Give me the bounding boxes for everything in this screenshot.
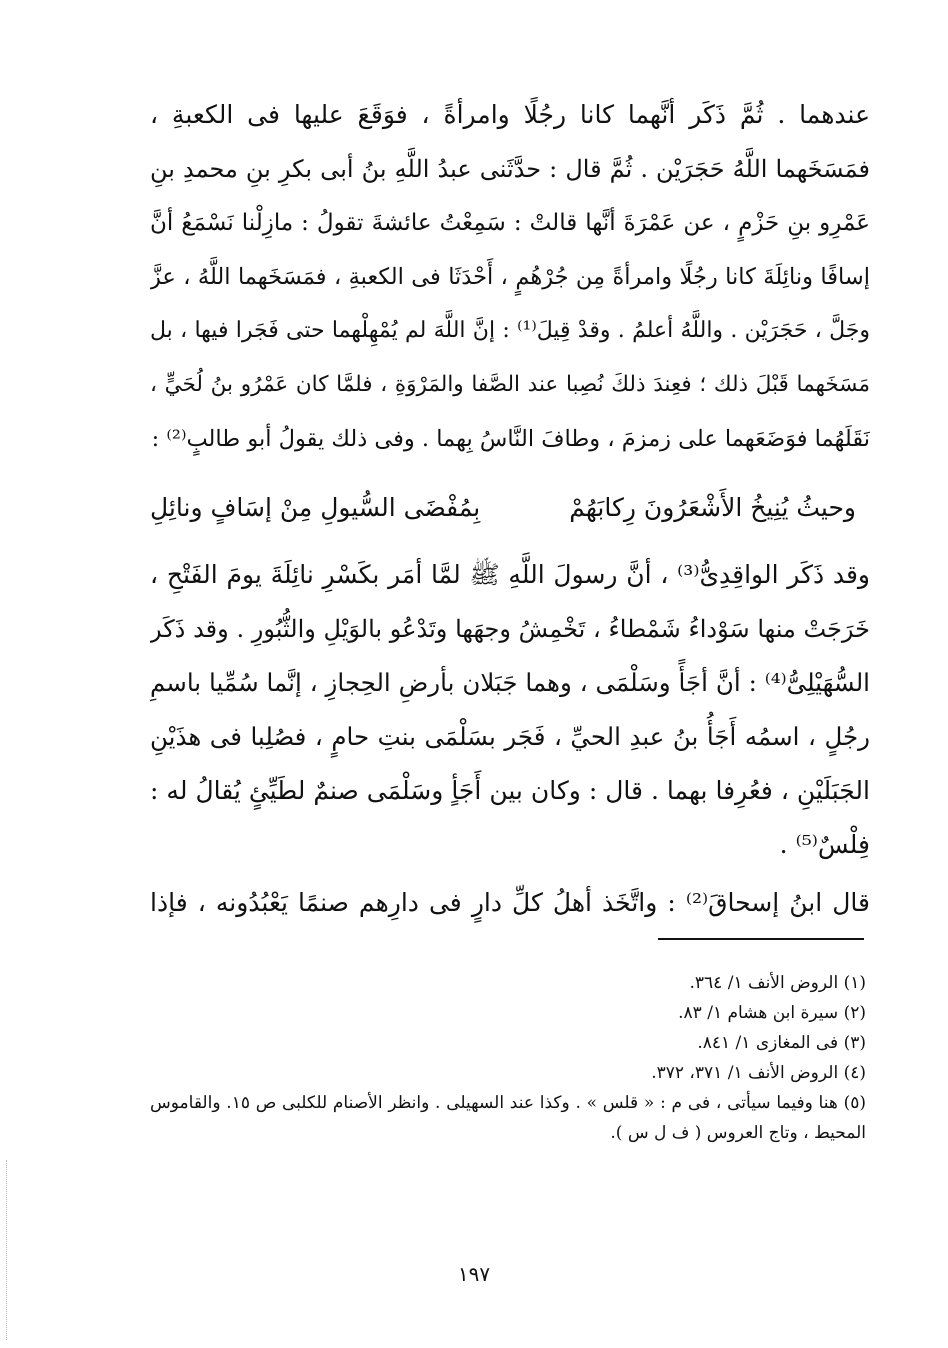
text-line: إسافًا ونائِلَةَ كانا رجُلًا وامرأةً مِن جُرْهُمٍ ، أَحْدَثَا فى الكعبةِ ، فمَسَخَهما اللَّهُ ، عزَّ [150,264,870,290]
paragraph-2 [150,548,870,872]
text-line: خَرَجَتْ منها سَوْداءُ شَمْطاءُ ، تَخْمِشُ وجهَها وتَدْعُو بالوَيْلِ والثُّبُورِ . وقد ذَكَر [150,615,870,643]
footnote: (٥) هنا وفيما سيأتى ، فى م : « قلس » . وكذا عند السهيلى . وانظر الأصنام للكلبى ص ١٥. والقاموس [150,1093,866,1113]
text-line: قال ابنُ إسحاقَ⁽²⁾ : واتَّخَذ أهلُ كلِّ دارٍ فى دارِهم صنمًا يَعْبُدُونه ، فإذا [150,888,870,917]
footnote-separator [658,938,864,940]
footnote-continuation: المحيط ، وتاج العروس ( ف ل س ). [610,1123,866,1143]
text-line: رجُلٍ ، اسمُه أَجَأُ بنُ عبدِ الحيِّ ، فَجَر بسَلْمَى بنتِ حامٍ ، فصُلِبا فى هذَيْنِ [150,722,870,751]
paragraph-3 [150,876,870,930]
text-line: فمَسَخَهما اللَّهُ حَجَرَيْن . ثُمَّ قال : حدَّثَنى عبدُ اللَّهِ بنُ أبى بكرِ بنِ محمدِ بنِ [150,155,870,183]
verse-second-hemistich: بِمُفْضَى السُّيولِ مِنْ إسَافٍ ونائِلِ [150,493,481,522]
text-line: فِلْسٌ⁽⁵⁾ . [779,830,870,859]
text-line: نَقَلَهُما فوَضَعَهما على زمزمَ ، وطافَ النَّاسُ بِهما . وفى ذلك يقولُ أبو طالبٍ⁽²⁾ : [151,426,870,452]
poetry-verse [150,478,870,538]
page-number: ١٩٧ [457,1262,491,1286]
text-line: وجَلَّ ، حَجَرَيْن . واللَّهُ أعلمُ . وقدْ قِيلَ⁽¹⁾ : إنَّ اللَّهَ لم يُمْهِلْهما حتى فَجَرا فيها ، بل [150,318,870,343]
footnote: (١) الروض الأنف ١/ ٣٦٤. [689,973,866,993]
text-line: عندهما . ثُمَّ ذَكَر أنَّهما كانا رجُلًا وامرأةً ، فوَقَعَ عليها فى الكعبةِ ، [150,100,870,129]
text-line: الجَبَلَيْنِ ، فعُرِفا بهما . قال : وكان بين أَجَأٍ وسَلْمَى صنمٌ لطَيِّئٍ يُقالُ له : [150,776,870,805]
text-line: عَمْرِو بنِ حَزْمٍ ، عن عَمْرَةَ أنَّها قالتْ : سَمِعْتُ عائشةَ تقولُ : مازِلْنا نَسْمَعُ أنَّ [150,210,870,236]
verse-first-hemistich: وحيثُ يُنِيخُ الأَشْعَرُونَ رِكابَهُمْ [569,493,856,522]
footnotes [150,968,866,1148]
footnote: (٤) الروض الأنف ١/ ٣٧١، ٣٧٢. [651,1063,866,1083]
paragraph-1 [150,88,870,466]
footnote: (٣) فى المغازى ١/ ٨٤١. [697,1033,866,1053]
text-line: وقد ذَكَر الواقِدِىُّ⁽³⁾ ، أنَّ رسولَ اللَّهِ ﷺ لمَّا أمَر بكَسْرِ نائِلَةَ يومَ الفَتْحِ ، [150,560,870,589]
scan-margin-marks [6,1160,9,1340]
text-line: مَسَخَهما قَبْلَ ذلك ؛ فعِندَ ذلكَ نُصِبا عند الصَّفا والمَرْوَةِ ، فلمَّا كان عَمْرُو بنُ لُحَيٍّ ، [150,372,870,397]
footnote: (٢) سيرة ابن هشام ١/ ٨٣. [678,1003,866,1023]
text-line: السُّهَيْلِىُّ⁽⁴⁾ : أنَّ أجَأً وسَلْمَى ، وهما جَبَلان بأرضِ الحِجازِ ، إنَّما سُمِّيا باسمِ [150,668,870,697]
